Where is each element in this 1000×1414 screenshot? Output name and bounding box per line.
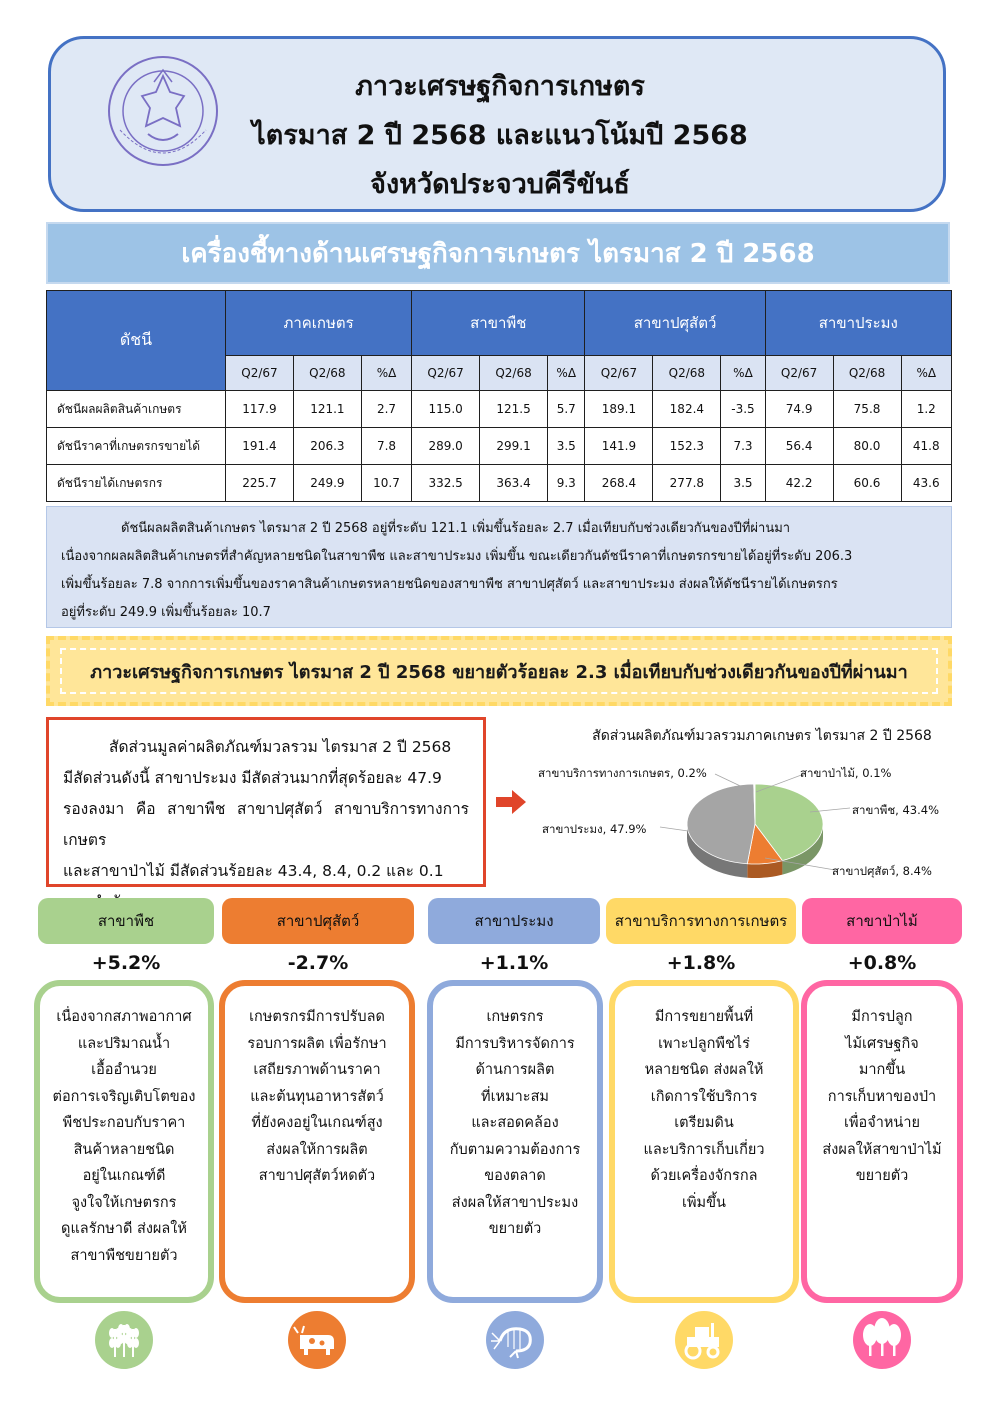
sector-card-line: และสอดคล้อง: [471, 1115, 559, 1131]
share-line: สัดส่วนมูลค่าผลิตภัณฑ์มวลรวม ไตรมาส 2 ปี 2568: [109, 738, 452, 756]
subheader-q2-68: Q2/68: [833, 356, 901, 391]
sector-card-line: สาขาพืชขยายตัว: [70, 1247, 178, 1264]
sector-card: [34, 980, 214, 1303]
page-title-line1: ภาวะเศรษฐกิจการเกษตร: [355, 71, 645, 102]
table-cell: 277.8: [653, 465, 721, 502]
table-cell: 121.5: [480, 391, 548, 428]
sector-card-line: มีการปลูก: [851, 1009, 913, 1025]
table-cell: 289.0: [412, 428, 480, 465]
pie-label-services: สาขาบริการทางการเกษตร, 0.2%: [538, 766, 707, 780]
group-header-fishery: สาขาประมง: [765, 291, 951, 356]
sector-card-line: กับตามความต้องการ: [449, 1141, 581, 1158]
table-cell: 60.6: [833, 465, 901, 502]
table-cell: 182.4: [653, 391, 721, 428]
table-cell: 5.7: [548, 391, 585, 428]
row-label: ดัชนีผลผลิตสินค้าเกษตร: [47, 391, 226, 428]
table-cell: 225.7: [226, 465, 294, 502]
sector-card-line: รอบการผลิต เพื่อรักษา: [247, 1035, 387, 1052]
table-cell: 191.4: [226, 428, 294, 465]
tractor-icon: [675, 1311, 733, 1369]
section-banner: เครื่องชี้ทางด้านเศรษฐกิจการเกษตร ไตรมาส 2 ปี 2568: [46, 222, 950, 284]
table-cell: 74.9: [765, 391, 833, 428]
row-label: ดัชนีรายได้เกษตรกร: [47, 465, 226, 502]
sector-card-line: มากขึ้น: [858, 1062, 906, 1078]
summary-line: อยู่ที่ระดับ 249.9 เพิ่มขึ้นร้อยละ 10.7: [61, 605, 271, 620]
subheader-q2-67: Q2/67: [765, 356, 833, 391]
table-cell: 56.4: [765, 428, 833, 465]
sector-card-line: หลายชนิด ส่งผลให้: [644, 1062, 764, 1078]
table-cell: 42.2: [765, 465, 833, 502]
sector-card-line: เกิดการใช้บริการ: [650, 1088, 758, 1105]
sector-card-line: ขยายตัว: [855, 1168, 909, 1184]
pie-label-crops: สาขาพืช, 43.4%: [852, 803, 940, 817]
highlight-text: ภาวะเศรษฐกิจการเกษตร ไตรมาส 2 ปี 2568 ขยายตัวร้อยละ 2.3 เมื่อเทียบกับช่วงเดียวกันของปีที่ผ่านมา: [60, 648, 938, 694]
table-cell: 332.5: [412, 465, 480, 502]
sector-header: สาขาปศุสัตว์: [222, 898, 414, 944]
table-cell: 152.3: [653, 428, 721, 465]
sector-card-line: เสถียรภาพด้านราคา: [253, 1062, 381, 1078]
sector-card-line: เอื้ออำนวย: [91, 1062, 157, 1078]
sector-card-line: ส่งผลให้การผลิต: [266, 1141, 368, 1158]
table-cell: 121.1: [293, 391, 361, 428]
highlight-box: [46, 636, 952, 706]
table-cell: 268.4: [585, 465, 653, 502]
sector-card-line: ดูแลรักษาดี ส่งผลให้: [61, 1221, 187, 1237]
group-header-agriculture: ภาคเกษตร: [226, 291, 412, 356]
table-cell: 9.3: [548, 465, 585, 502]
sector-card-line: มีการขยายพื้นที่: [654, 1009, 754, 1025]
page-title-line2: ไตรมาส 2 ปี 2568 และแนวโน้มปี 2568: [252, 120, 748, 151]
sector-card-line: สินค้าหลายชนิด: [73, 1141, 175, 1158]
subheader-q2-68: Q2/68: [480, 356, 548, 391]
sector-card-line: และปริมาณน้ำ: [77, 1035, 171, 1052]
sector-card-line: จูงใจให้เกษตรกร: [71, 1194, 177, 1211]
sector-change: +1.1%: [479, 952, 549, 974]
subheader-pct-change: %Δ: [361, 356, 411, 391]
sector-card-line: ด้วยเครื่องจักรกล: [650, 1168, 758, 1184]
table-cell: 2.7: [361, 391, 411, 428]
sector-card-line: ไม้เศรษฐกิจ: [845, 1035, 919, 1052]
sector-card: [801, 980, 963, 1303]
table-cell: 7.3: [721, 428, 765, 465]
sector-change: +0.8%: [847, 952, 917, 974]
table-cell: 249.9: [293, 465, 361, 502]
shrimp-icon: [486, 1311, 544, 1369]
sector-card-line: ต่อการเจริญเติบโตของ: [52, 1088, 196, 1105]
group-header-crops: สาขาพืช: [412, 291, 585, 356]
summary-paragraph: [46, 506, 952, 628]
index-column-header: ดัชนี: [47, 291, 226, 391]
wheat-icon: [95, 1311, 153, 1369]
sector-card-line: ส่งผลให้สาขาประมง: [451, 1194, 579, 1211]
sector-header: สาขาบริการทางการเกษตร: [606, 898, 796, 944]
sector-card-line: และบริการเก็บเกี่ยว: [643, 1141, 765, 1158]
sector-card-line: เตรียมดิน: [674, 1115, 734, 1131]
share-line: และสาขาป่าไม้ มีสัดส่วนร้อยละ 43.4, 8.4, 0.2 และ 0.1: [63, 862, 444, 880]
subheader-q2-67: Q2/67: [412, 356, 480, 391]
subheader-q2-67: Q2/67: [585, 356, 653, 391]
table-cell: 1.2: [901, 391, 952, 428]
sector-card-line: ขยายตัว: [488, 1221, 542, 1237]
sector-card-line: เกษตรกร: [486, 1009, 544, 1025]
sector-header: สาขาประมง: [428, 898, 600, 944]
sector-card-line: ส่งผลให้สาขาป่าไม้: [822, 1141, 942, 1158]
table-cell: -3.5: [721, 391, 765, 428]
summary-line: เพิ่มขึ้นร้อยละ 7.8 จากการเพิ่มขึ้นของราคาสินค้าเกษตรหลายชนิดของสาขาพืช สาขาปศุสัตว์ และสาขาประมง ส่งผลให้ดัชนีรายได้เกษตรกร: [61, 577, 838, 592]
sector-card-line: ที่เหมาะสม: [481, 1088, 549, 1105]
subheader-pct-change: %Δ: [721, 356, 765, 391]
sector-card: [219, 980, 415, 1303]
table-cell: 189.1: [585, 391, 653, 428]
share-line: รองลงมา คือ สาขาพืช สาขาปศุสัตว์ สาขาบริการทางการเกษตร: [63, 800, 469, 849]
sector-change: -2.7%: [287, 952, 349, 974]
sector-card-line: เพื่อจำหน่าย: [844, 1115, 920, 1131]
table-cell: 10.7: [361, 465, 411, 502]
table-cell: 41.8: [901, 428, 952, 465]
table-row: [47, 428, 952, 465]
sector-card-line: เพิ่มขึ้น: [682, 1194, 726, 1211]
subheader-q2-67: Q2/67: [226, 356, 294, 391]
subheader-pct-change: %Δ: [901, 356, 952, 391]
sector-card-line: อยู่ในเกณฑ์ดี: [82, 1168, 166, 1184]
sector-card-line: และต้นทุนอาหารสัตว์: [250, 1088, 384, 1105]
pie-label-forestry: สาขาป่าไม้, 0.1%: [800, 766, 892, 780]
sector-card: [427, 980, 603, 1303]
sector-card-line: พืชประกอบกับราคา: [62, 1115, 186, 1131]
sector-card-line: เกษตรกรมีการปรับลด: [249, 1009, 385, 1025]
sector-card-line: สาขาปศุสัตว์หดตัว: [258, 1168, 376, 1184]
sector-card-line: เนื่องจากสภาพอากาศ: [56, 1009, 192, 1025]
share-line: มีสัดส่วนดังนี้ สาขาประมง มีสัดส่วนมากที่สุดร้อยละ 47.9: [63, 769, 442, 787]
table-cell: 299.1: [480, 428, 548, 465]
sector-header: สาขาป่าไม้: [802, 898, 962, 944]
pie-label-fishery: สาขาประมง, 47.9%: [542, 822, 647, 836]
sector-card-line: ด้านการผลิต: [475, 1062, 555, 1078]
cow-icon: [288, 1311, 346, 1369]
subheader-pct-change: %Δ: [548, 356, 585, 391]
trees-icon: [853, 1311, 911, 1369]
summary-line: ดัชนีผลผลิตสินค้าเกษตร ไตรมาส 2 ปี 2568 อยู่ที่ระดับ 121.1 เพิ่มขึ้นร้อยละ 2.7 เมื่อเทียบกับช่วงเดียวกันของปีที่ผ่านมา: [121, 521, 791, 536]
sector-header: สาขาพืช: [38, 898, 214, 944]
sector-card-line: เพาะปลูกพืชไร่: [658, 1035, 750, 1052]
pie-label-livestock: สาขาปศุสัตว์, 8.4%: [832, 864, 932, 878]
table-cell: 206.3: [293, 428, 361, 465]
table-cell: 3.5: [721, 465, 765, 502]
group-header-livestock: สาขาปศุสัตว์: [585, 291, 765, 356]
table-cell: 3.5: [548, 428, 585, 465]
table-cell: 75.8: [833, 391, 901, 428]
subheader-q2-68: Q2/68: [653, 356, 721, 391]
table-cell: 117.9: [226, 391, 294, 428]
row-label: ดัชนีราคาที่เกษตรกรขายได้: [47, 428, 226, 465]
subheader-q2-68: Q2/68: [293, 356, 361, 391]
sector-card: [609, 980, 799, 1303]
sector-card-line: มีการบริหารจัดการ: [455, 1035, 575, 1052]
page-title-line3: จังหวัดประจวบคีรีขันธ์: [370, 169, 630, 200]
table-cell: 141.9: [585, 428, 653, 465]
table-cell: 7.8: [361, 428, 411, 465]
table-cell: 115.0: [412, 391, 480, 428]
table-cell: 80.0: [833, 428, 901, 465]
table-cell: 363.4: [480, 465, 548, 502]
sector-change: +1.8%: [666, 952, 736, 974]
chart-title: สัดส่วนผลิตภัณฑ์มวลรวมภาคเกษตร ไตรมาส 2 ปี 2568: [592, 728, 932, 744]
table-cell: 43.6: [901, 465, 952, 502]
indicators-table: [46, 290, 952, 502]
share-description-box: [46, 717, 486, 887]
sector-change: +5.2%: [91, 952, 161, 974]
sector-card-line: ที่ยังคงอยู่ในเกณฑ์สูง: [251, 1115, 383, 1131]
summary-line: เนื่องจากผลผลิตสินค้าเกษตรที่สำคัญหลายชนิดในสาขาพืช และสาขาประมง เพิ่มขึ้น ขณะเดียวกันดัชนีราคาที่เกษตรกรขายได้อยู่ที่ระดับ 206.3: [61, 549, 853, 564]
sector-card-line: การเก็บหาของป่า: [827, 1088, 937, 1105]
table-row: [47, 391, 952, 428]
sector-card-line: ของตลาด: [484, 1168, 546, 1184]
table-row: [47, 465, 952, 502]
